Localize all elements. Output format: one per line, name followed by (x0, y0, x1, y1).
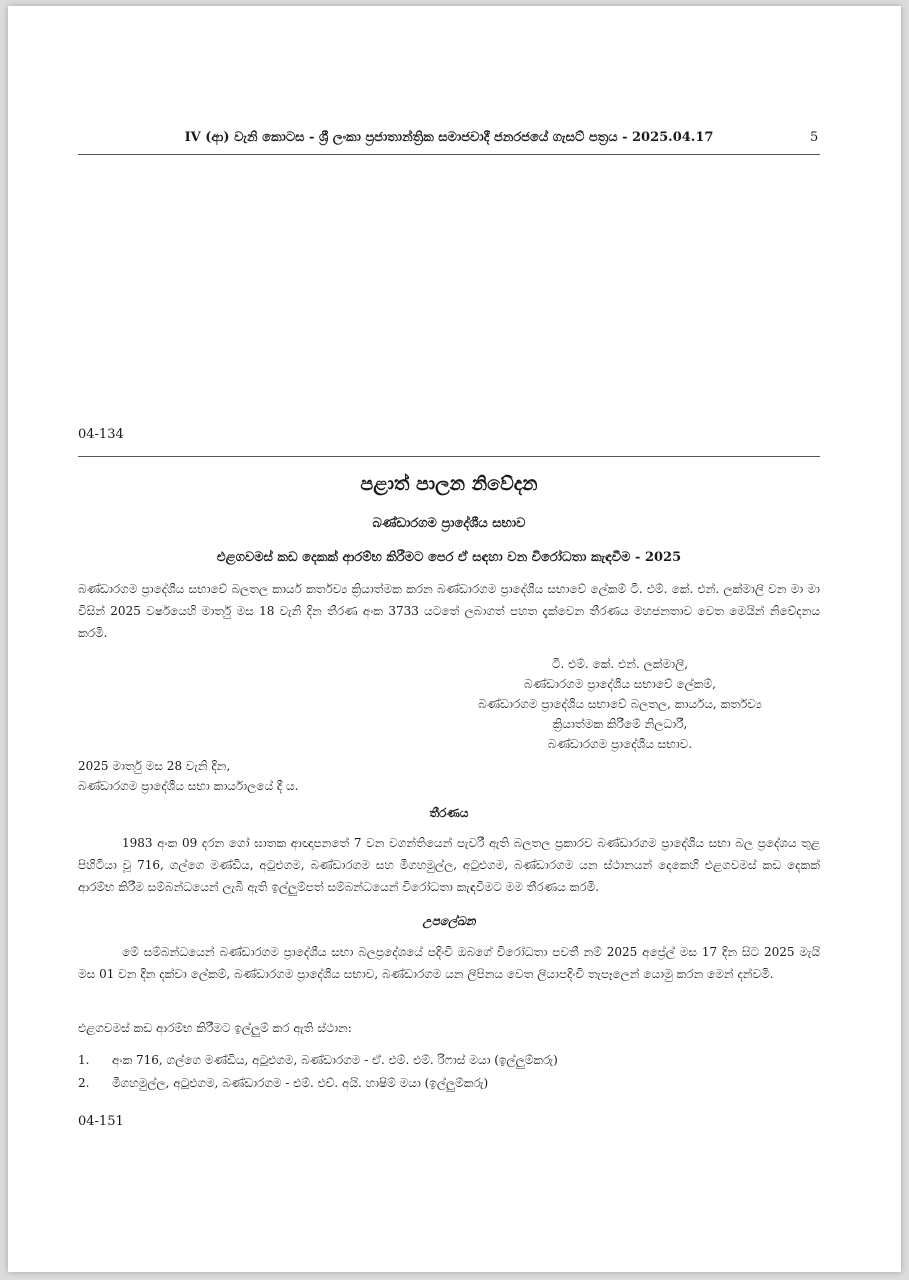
list-item-number: 1. (78, 1053, 90, 1067)
notice-code-top: 04-134 (78, 427, 124, 442)
decision-heading: තීරණය (429, 806, 469, 820)
notice-place: බණ්ඩාරගම ප්‍රාදේශීය සභා කාර්යාලයේ දී ය. (78, 779, 299, 793)
page-number: 5 (810, 130, 819, 145)
gazette-header-title: IV (ආ) වැනි කොටස - ශ්‍රී ලංකා ප්‍රජාතාන්ත්‍රික සමාජවාදී ජනරජයේ ගැසට් පත්‍රය - 2025.04.17 (184, 130, 714, 145)
signature-line: ක්‍රියාත්මක කිරීමේ නිලධාරී, (552, 717, 688, 731)
authority-name: බණ්ඩාරගම ප්‍රාදේශීය සභාව (372, 516, 526, 531)
list-item-text: මීගහමුල්ල, අටුළුගම, බණ්ඩාරගම - එම්. එච්. අයි. හාෂිම් මයා (ඉල්ලුම්කරු) (112, 1076, 489, 1090)
list-item-number: 2. (78, 1076, 90, 1090)
section-title: පළාත් පාලන නිවේදන (360, 473, 538, 495)
locations-intro: එළගවමස් කඩ ආරම්භ කිරීමට ඉල්ලුම් කර ඇති ස්ථාන: (78, 1021, 352, 1035)
date-place-block (78, 756, 298, 796)
signature-line: බණ්ඩාරගම ප්‍රාදේශීය සභාවේ බලතල, කාර්යය, කර්තව්‍ය (478, 697, 762, 711)
signature-line: ටී. එම්. කේ. එන්. ලක්මාලි, (551, 657, 689, 671)
signature-line: බණ්ඩාරගම ප්‍රාදේශීය සභාව. (547, 737, 693, 751)
signature-line: බණ්ඩාරගම ප්‍රාදේශීය සභාවේ ලේකම්, (524, 677, 716, 691)
schedule-heading: උපලේඛන (422, 914, 476, 928)
header-rule (78, 154, 820, 155)
schedule-text: මේ සම්බන්ධයෙන් බණ්ඩාරගම ප්‍රාදේශීය සභා බලප්‍රදේශයේ පදිංචි ඔබගේ විරෝධතා පවතී නම් 2025 අප්‍රේල් මස 17 දින සිට 2025 මැයි මස 01 වන දින දක්වා ලේකම්, බණ්ඩාරගම ප්‍රාදේශීය සභාව, බණ්ඩාරගම යන ලිපිනය වෙත ලියාපදිංචි තැපෑලෙන් යොමු කරන මෙන් දන්වමි. (78, 945, 820, 981)
decision-text: 1983 අංක 09 දරන ගෝ ඝාතක ආඥාපනතේ 7 වන වගන්තියෙන් පැවරී ඇති බලතල ප්‍රකාරව බණ්ඩාරගම ප්‍රාදේශීය සභා බල ප්‍රදේශය තුළ පිහිටියා වූ 716, ගල්ගෙ මණ්ඩිය, අටුළුගම, බණ්ඩාරගම සහ මීගහමුල්ල, අටුළුගම, බණ්ඩාරගම යන ස්ථානයන් දෙකෙහි එළගවමස් කඩ දෙකක් ආරම්භ කිරීම සම්බන්ධයෙන් ලැබී ඇති ඉල්ලුම්පත් සම්බන්ධයෙන් විරෝධතා කැඳවීමට මම තීරණය කරමි. (78, 836, 820, 894)
notice-date: 2025 මාර්තු මස 28 වැනි දින, (78, 759, 231, 773)
notice-code-bottom: 04-151 (78, 1114, 124, 1129)
intro-paragraph: බණ්ඩාරගම ප්‍රාදේශීය සභාවේ බලතල කාර්ය කර්තව්‍ය ක්‍රියාත්මක කරන බණ්ඩාරගම ප්‍රාදේශීය සභාවේ ලේකම් ටී. එම්. කේ. එන්. ලක්මාලි වන මා මා විසින් 2025 වර්ෂයෙහි මාර්තු මස 18 වැනි දින තීරණ අංක 3733 යටතේ ලබාගත් පහත දැක්වෙන තීරණය මහජනතාව වෙත මෙයින් නිවේදනය කරමි. (78, 582, 820, 640)
section-rule (78, 456, 820, 457)
notice-title: එළගවමස් කඩ දෙකක් ආරම්භ කිරීමට පෙර ඒ සඳහා වන විරෝධතා කැඳවීම - 2025 (216, 550, 682, 565)
list-item-text: අංක 716, ගල්ගෙ මණ්ඩිය, අටුළුගම, බණ්ඩාරගම - ඒ. එම්. එම්. රිෆාස් මයා (ඉල්ලුම්කරු) (112, 1053, 558, 1067)
signature-block (440, 654, 800, 754)
